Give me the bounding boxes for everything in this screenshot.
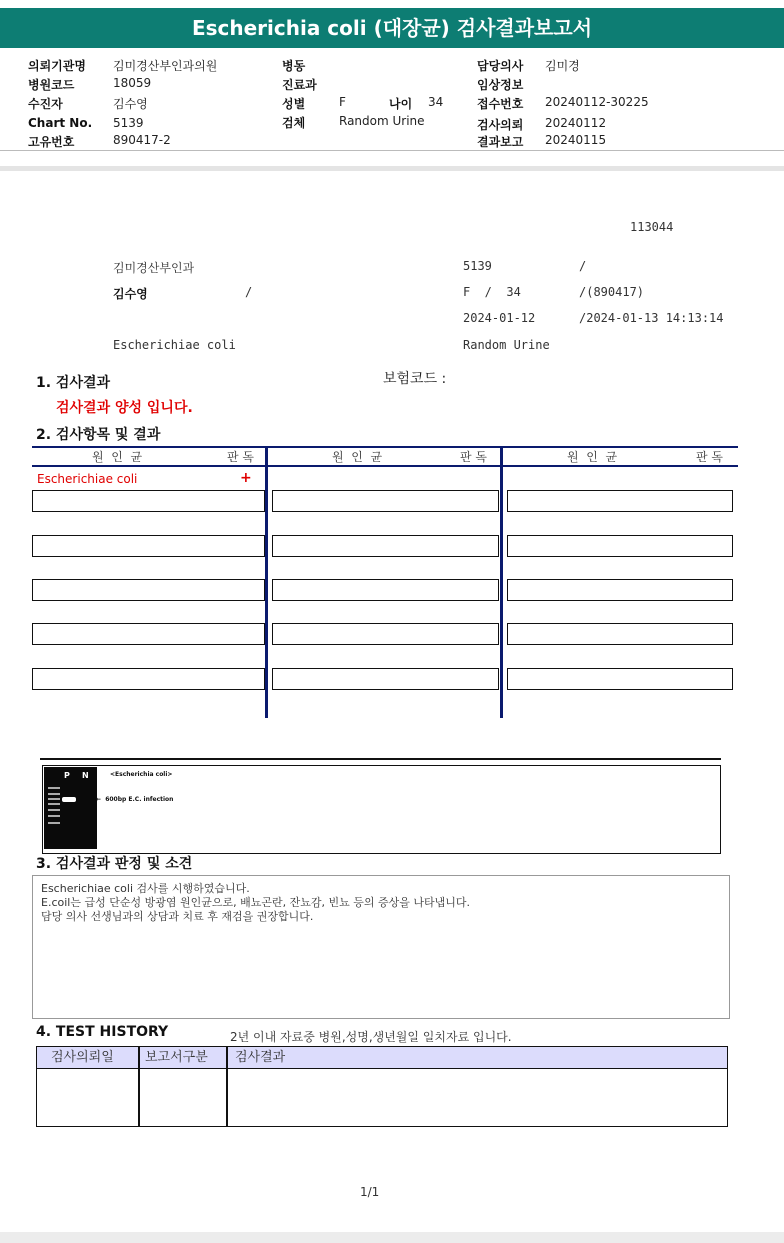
result-box <box>507 668 733 690</box>
chart-number: 5139 <box>463 259 492 273</box>
report-date-label: 결과보고 <box>477 135 524 149</box>
result-box <box>507 623 733 645</box>
specimen-type: Random Urine <box>463 338 550 352</box>
specimen-value: Random Urine <box>339 114 425 128</box>
page-number: 1/1 <box>360 1185 380 1199</box>
ward-label: 병동 <box>282 59 306 73</box>
result-box <box>32 535 265 557</box>
history-col-report-type: 보고서구분 <box>145 1050 208 1065</box>
hospital-code-value: 18059 <box>113 76 152 90</box>
opinion-line: 담당 의사 선생님과의 상담과 치료 후 재검을 권장합니다. <box>41 910 314 923</box>
result-box <box>272 579 499 601</box>
result-box <box>32 623 265 645</box>
age-label: 나이 <box>389 97 413 111</box>
chart-separator: / <box>579 259 587 273</box>
birth-date: /(890417) <box>579 285 645 299</box>
doctor-label: 담당의사 <box>477 59 524 73</box>
age-value: 34 <box>428 95 444 109</box>
report-timestamp: /2024-01-13 14:13:14 <box>579 311 724 325</box>
gel-caption: <Escherichia coli> <box>110 771 173 778</box>
result-box <box>272 623 499 645</box>
receipt-no-value: 20240112-30225 <box>545 95 649 109</box>
col-reading-1: 판 독 <box>227 450 254 464</box>
report-title: Escherichia coli (대장균) 검사결과보고서 <box>0 8 784 48</box>
insurance-code-label: 보험코드 : <box>383 371 447 387</box>
request-date-value: 20240112 <box>545 116 607 130</box>
patient-label: 수진자 <box>28 97 63 111</box>
history-table <box>36 1046 728 1127</box>
col-organism-3: 원 인 균 <box>567 450 618 464</box>
opinion-line: E.coil는 급성 단순성 방광염 원인균으로, 배뇨곤란, 잔뇨감, 빈뇨 등의 증상을 나타냅니다. <box>41 896 470 909</box>
result-box <box>32 490 265 512</box>
request-date: 2024-01-12 <box>463 311 536 325</box>
history-table-header <box>37 1047 727 1069</box>
header-divider <box>0 150 784 151</box>
result-box <box>272 490 499 512</box>
results-table-header-border <box>32 465 738 467</box>
test-name: Escherichiae coli <box>113 338 236 352</box>
clinic-name: 김미경산부인과 <box>113 261 195 275</box>
result-box <box>32 668 265 690</box>
page-bottom-gap <box>0 1232 784 1243</box>
institution-value: 김미경산부인과의원 <box>113 59 218 73</box>
gel-band-note: ← 600bp E.C. infection <box>96 796 174 803</box>
organism-reading: + <box>240 470 252 486</box>
specimen-label: 검체 <box>282 116 306 130</box>
hospital-code-label: 병원코드 <box>28 78 75 92</box>
section2-heading: 2. 검사항목 및 결과 <box>36 427 161 443</box>
clinical-info-label: 임상정보 <box>477 78 524 92</box>
result-positive-text: 검사결과 양성 입니다. <box>56 400 193 416</box>
unique-id-value: 890417-2 <box>113 133 171 147</box>
result-box <box>507 579 733 601</box>
col-organism-2: 원 인 균 <box>332 450 383 464</box>
report-date-value: 20240115 <box>545 133 607 147</box>
patient-value: 김수영 <box>113 97 148 111</box>
chart-label: Chart No. <box>28 116 93 130</box>
opinion-box <box>32 875 730 1019</box>
sex-value: F <box>339 95 346 109</box>
history-col-request-date: 검사의뢰일 <box>51 1050 114 1065</box>
page-gap <box>0 166 784 171</box>
name-separator: / <box>245 285 253 299</box>
result-box <box>507 535 733 557</box>
gel-top-rule <box>40 758 721 760</box>
chart-value: 5139 <box>113 116 144 130</box>
result-box <box>32 579 265 601</box>
history-col-divider <box>226 1047 228 1126</box>
col-reading-2: 판 독 <box>460 450 487 464</box>
patient-code: 113044 <box>630 220 674 234</box>
result-box <box>272 668 499 690</box>
gel-image-frame <box>42 765 721 854</box>
history-col-divider <box>138 1047 140 1126</box>
gel-lane-n: N <box>82 771 89 780</box>
section1-heading: 1. 검사결과 <box>36 375 111 391</box>
patient-name: 김수영 <box>113 287 148 301</box>
result-box <box>507 490 733 512</box>
section3-heading: 3. 검사결과 판정 및 소견 <box>36 856 193 872</box>
gel-lane-p: P <box>64 771 70 780</box>
receipt-no-label: 접수번호 <box>477 97 524 111</box>
section4-heading: 4. TEST HISTORY <box>36 1024 169 1040</box>
col-organism-1: 원 인 균 <box>92 450 143 464</box>
request-date-label: 검사의뢰 <box>477 118 524 132</box>
doctor-value: 김미경 <box>545 59 580 73</box>
organism-name: Escherichiae coli <box>37 472 138 486</box>
history-note: 2년 이내 자료중 병원,성명,생년월일 일치자료 입니다. <box>230 1030 512 1044</box>
gel-electrophoresis-image <box>44 767 97 849</box>
opinion-line: Escherichiae coli 검사를 시행하였습니다. <box>41 882 250 895</box>
history-col-result: 검사결과 <box>235 1050 286 1065</box>
results-table-divider <box>500 446 503 718</box>
sex-label: 성별 <box>282 97 306 111</box>
dept-label: 진료과 <box>282 78 317 92</box>
sex-age: F / 34 <box>463 285 521 299</box>
col-reading-3: 판 독 <box>696 450 723 464</box>
results-table-divider <box>265 446 268 718</box>
unique-id-label: 고유번호 <box>28 135 75 149</box>
result-box <box>272 535 499 557</box>
institution-label: 의뢰기관명 <box>28 59 86 73</box>
